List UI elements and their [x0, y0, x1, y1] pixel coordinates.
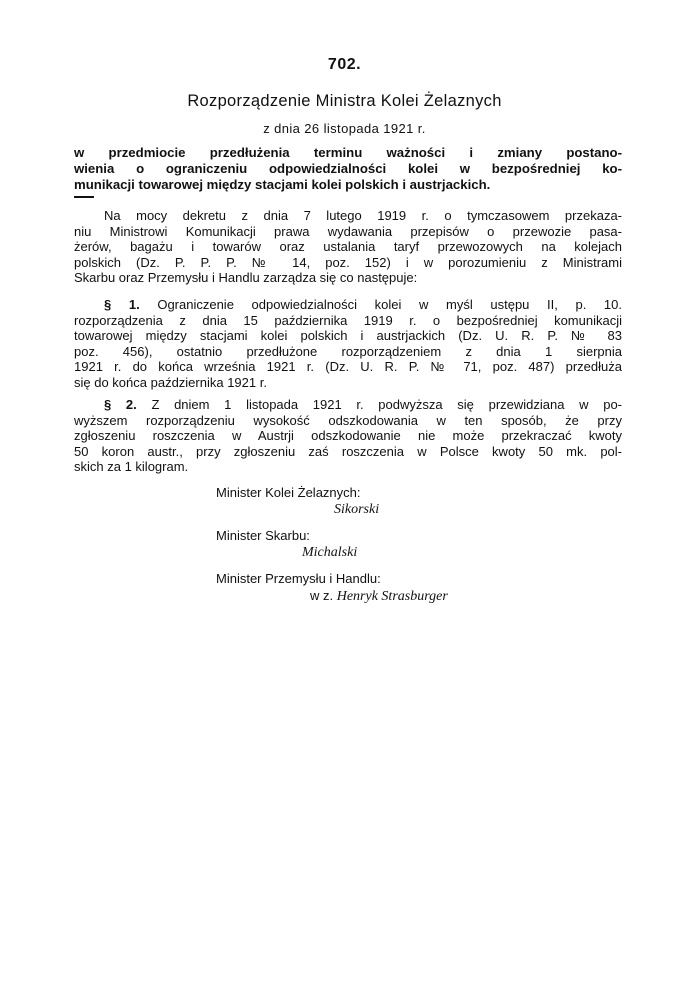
section-1-paragraph — [74, 297, 622, 391]
paragraph-line — [74, 397, 622, 413]
signature-name-text: Sikorski — [334, 502, 380, 517]
signature-name-text: Henryk Strasburger — [336, 589, 448, 604]
section-2-paragraph — [74, 397, 622, 475]
signature-role: Minister Kolei Żelaznych: — [216, 485, 361, 500]
paragraph-line: 1921 r. do końca września 1921 r. (Dz. U. R. P. № 71, poz. 487) przedłuża — [74, 359, 622, 375]
signature-name — [216, 501, 576, 518]
separator-rule — [74, 196, 94, 198]
paragraph-line: towarowej między stacjami kolei polskich i austrjackich (Dz. U. R. P. № 83 — [74, 328, 622, 344]
paragraph-line: niu Ministrowi Komunikacji prawa wydawania przepisów o przewozie pasa- — [74, 223, 622, 239]
signatures-block — [216, 485, 576, 614]
section-1-label: § 1. — [104, 297, 140, 312]
signature-role: Minister Skarbu: — [216, 528, 310, 543]
paragraph-line: Skarbu oraz Przemysłu i Handlu zarządza się co następuje: — [74, 270, 418, 286]
page-number: 702. — [327, 56, 362, 73]
section-2-first-line: Z dniem 1 listopada 1921 r. podwyższa się przewidziana w po- — [151, 397, 622, 412]
section-2-label: § 2. — [104, 397, 137, 412]
signature-name — [216, 544, 576, 561]
paragraph-line: Na mocy dekretu z dnia 7 lutego 1919 r. o tymczasowem przekaza- — [104, 208, 622, 223]
paragraph-line: zgłoszeniu roszczenia w Austrji odszkodowanie nie może przekraczać kwoty — [74, 428, 622, 444]
paragraph-line: rozporządzenia z dnia 15 października 1919 r. o bezpośredniej komunikacji — [74, 312, 622, 328]
paragraph-line: poz. 456), ostatnio przedłużone rozporządzeniem z dnia 1 sierpnia — [74, 343, 622, 359]
signature-prefix: w z. — [310, 588, 337, 603]
subject-line: munikacji towarowej między stacjami kolei polskich i austrjackich. — [74, 177, 491, 192]
subject-line: w przedmiocie przedłużenia terminu ważności i zmiany postano- — [74, 145, 622, 160]
subject-line: wienia o ograniczeniu odpowiedzialności kolei w bezpośredniej ko- — [74, 161, 622, 176]
date-line: z dnia 26 listopada 1921 r. — [263, 121, 426, 136]
document-title: Rozporządzenie Ministra Kolei Żelaznych — [187, 92, 502, 110]
section-1-first-line: Ograniczenie odpowiedzialności kolei w myśl ustępu II, p. 10. — [157, 297, 623, 312]
paragraph-line — [74, 297, 622, 313]
signature-role: Minister Przemysłu i Handlu: — [216, 571, 381, 586]
paragraph-line: polskich (Dz. P. P. P. № 14, poz. 152) i w porozumieniu z Ministrami — [74, 254, 622, 270]
paragraph-line: żerów, bagażu i towarów oraz ustalania taryf przewozowych na kolejach — [74, 239, 622, 255]
intro-paragraph — [74, 208, 622, 286]
paragraph-line: wyższem rozporządzeniu wysokość odszkodowania w ten sposób, że przy — [74, 412, 622, 428]
signature-name-text: Michalski — [302, 545, 358, 560]
paragraph-line: skich za 1 kilogram. — [74, 459, 189, 475]
subject-heading — [74, 145, 622, 193]
paragraph-line: się do końca października 1921 r. — [74, 374, 267, 390]
signature-name — [216, 587, 576, 604]
paragraph-line: 50 koron austr., przy zgłoszeniu zaś roszczenia w Polsce kwoty 50 mk. pol- — [74, 443, 622, 459]
